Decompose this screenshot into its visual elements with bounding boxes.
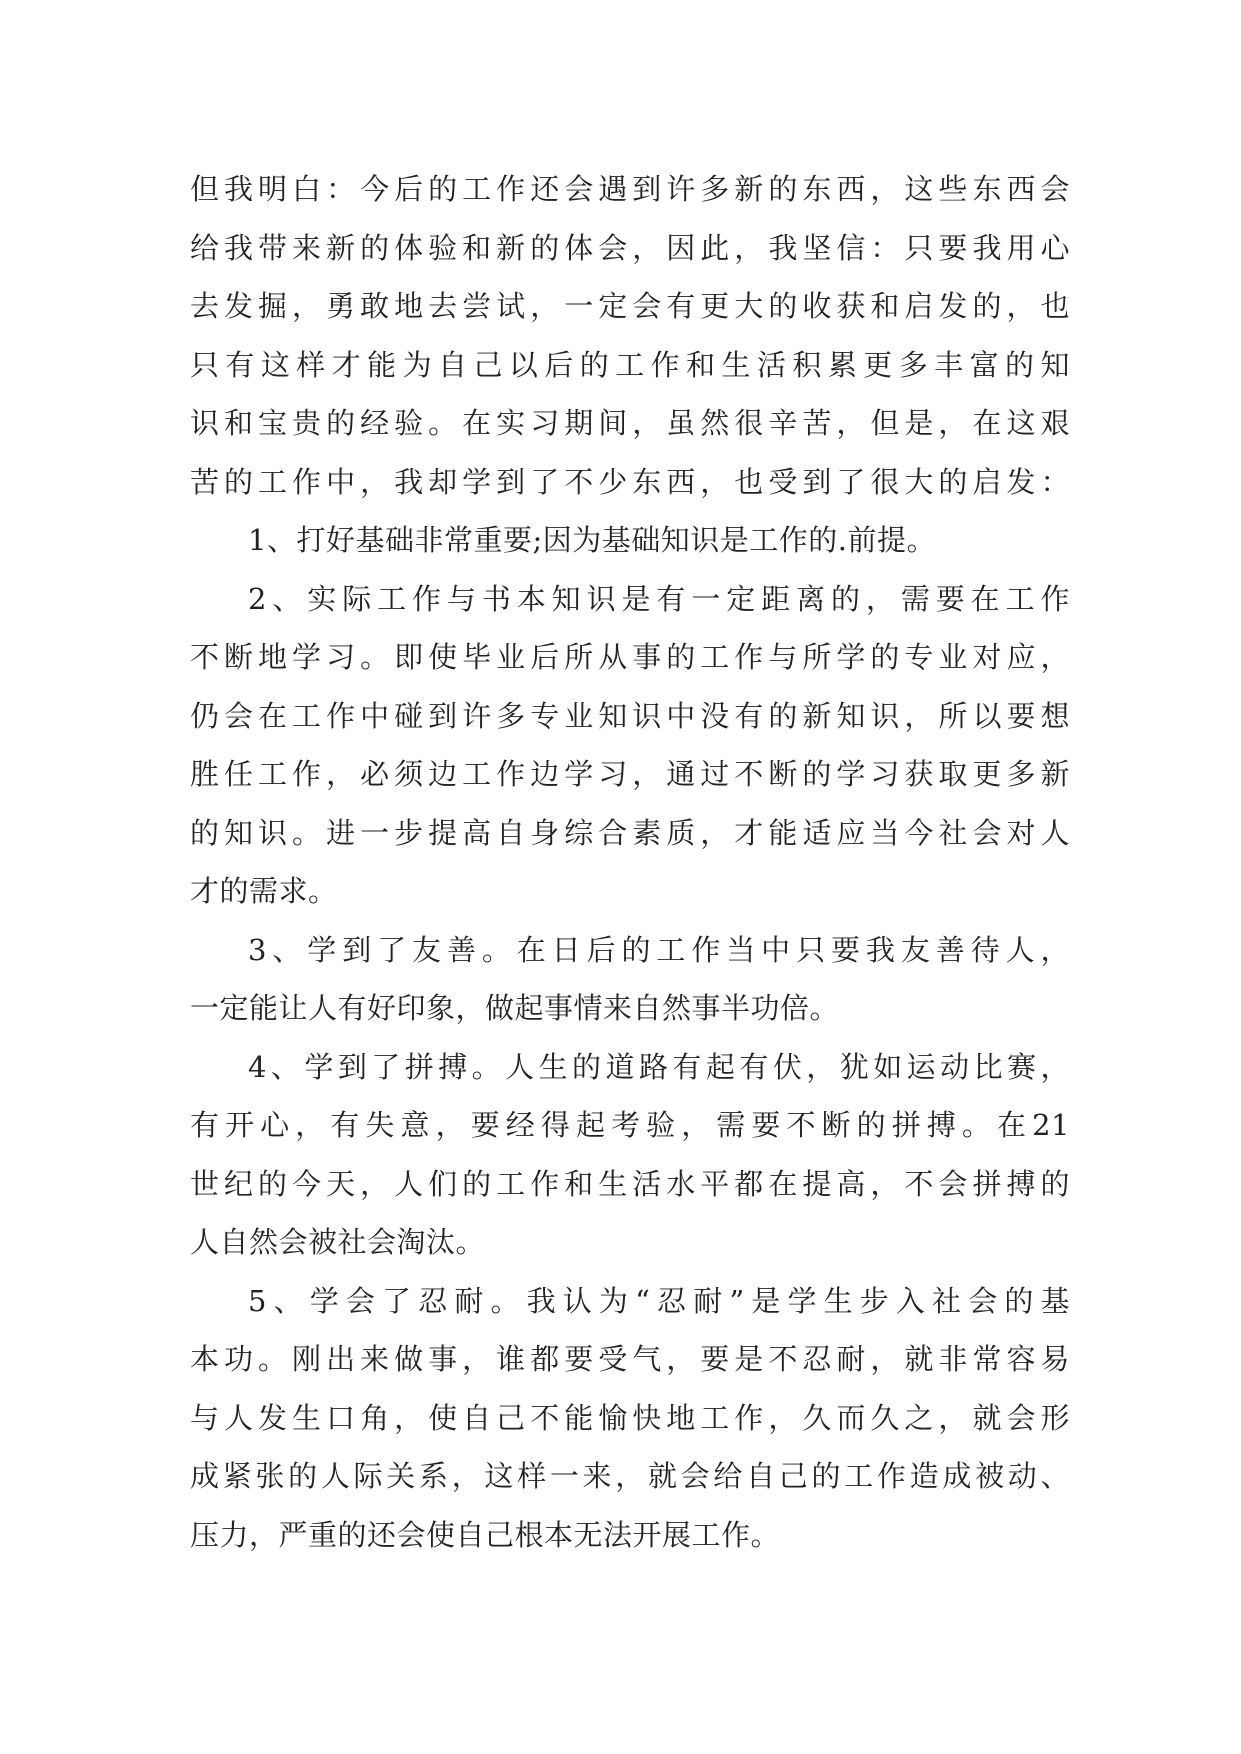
text-line: 仍会在工作中碰到许多专业知识中没有的新知识，所以要想 bbox=[190, 698, 1070, 733]
text-line: 有开心，有失意，要经得起考验，需要不断的拼搏。在21 bbox=[190, 1108, 1070, 1142]
text-line: 本功。刚出来做事，谁都要受气，要是不忍耐，就非常容易 bbox=[190, 1342, 1070, 1376]
text-line: 的知识。进一步提高自身综合素质，才能适应当今社会对人 bbox=[190, 815, 1070, 850]
text-line: 3、学到了友善。在日后的工作当中只要我友善待人， bbox=[248, 932, 1070, 967]
text-line: 1、打好基础非常重要;因为基础知识是工作的.前提。 bbox=[248, 523, 936, 557]
text-line: 不断地学习。即使毕业后所从事的工作与所学的专业对应， bbox=[190, 640, 1070, 674]
text-line: 5、学会了忍耐。我认为“忍耐”是学生步入社会的基 bbox=[248, 1283, 1070, 1318]
text-line: 成紧张的人际关系，这样一来，就会给自己的工作造成被动、 bbox=[190, 1459, 1070, 1493]
text-line: 与人发生口角，使自己不能愉快地工作，久而久之，就会形 bbox=[190, 1400, 1070, 1435]
text-line: 4、学到了拼搏。人生的道路有起有伏，犹如运动比赛， bbox=[248, 1049, 1070, 1084]
text-line: 一定能让人有好印象，做起事情来自然事半功倍。 bbox=[190, 991, 840, 1025]
text-line: 苦的工作中，我却学到了不少东西，也受到了很大的启发： bbox=[190, 464, 1070, 499]
text-line: 人自然会被社会淘汰。 bbox=[190, 1225, 486, 1259]
text-line: 才的需求。 bbox=[190, 874, 338, 908]
text-line: 去发掘，勇敢地去尝试，一定会有更大的收获和启发的，也 bbox=[190, 289, 1070, 323]
body-text bbox=[190, 160, 1070, 1564]
text-line: 世纪的今天，人们的工作和生活水平都在提高，不会拼搏的 bbox=[190, 1166, 1070, 1201]
text-line: 只有这样才能为自己以后的工作和生活积累更多丰富的知 bbox=[190, 347, 1070, 382]
text-line: 识和宝贵的经验。在实习期间，虽然很辛苦，但是，在这艰 bbox=[190, 406, 1070, 440]
text-line: 但我明白：今后的工作还会遇到许多新的东西，这些东西会 bbox=[190, 172, 1070, 206]
text-line: 2、实际工作与书本知识是有一定距离的，需要在工作 bbox=[248, 581, 1070, 616]
text-line: 给我带来新的体验和新的体会，因此，我坚信：只要我用心 bbox=[190, 230, 1070, 265]
text-line: 压力，严重的还会使自己根本无法开展工作。 bbox=[190, 1517, 781, 1552]
text-line: 胜任工作，必须边工作边学习，通过不断的学习获取更多新 bbox=[190, 757, 1070, 791]
